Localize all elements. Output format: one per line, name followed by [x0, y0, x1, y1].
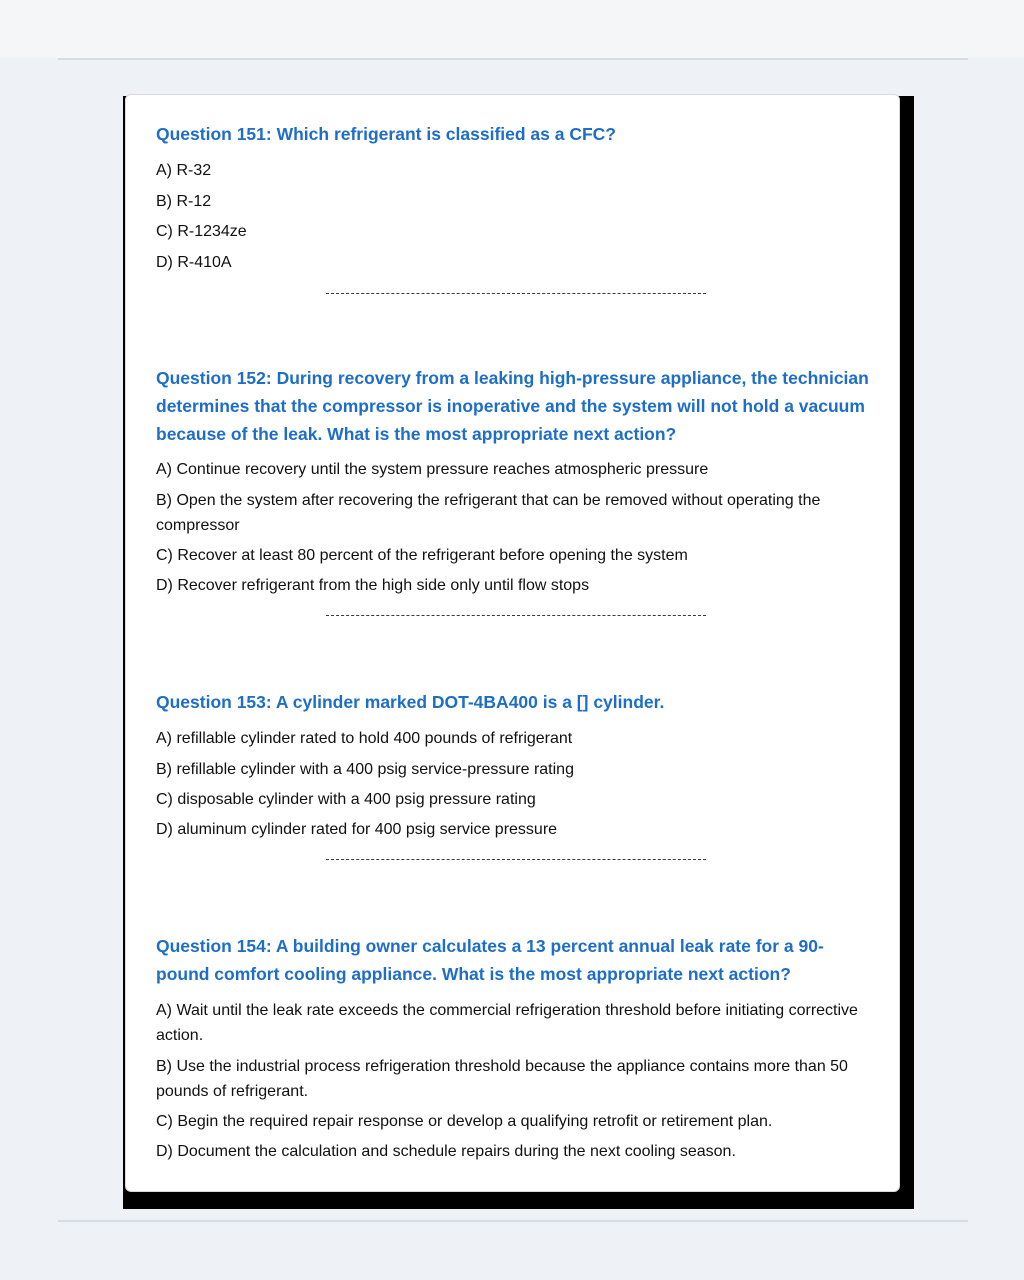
- answer-option: A) Continue recovery until the system pressure reaches atmospheric pressure: [156, 461, 709, 478]
- answer-option: D) Document the calculation and schedule repairs during the next cooling season.: [156, 1143, 736, 1160]
- answer-option: A) refillable cylinder rated to hold 400 pounds of refrigerant: [156, 730, 573, 747]
- answer-option: C) Begin the required repair response or develop a qualifying retrofit or retirement plan.: [156, 1113, 773, 1130]
- answer-option: B) Use the industrial process refrigeration threshold because the appliance contains more than 50 pounds of refrigerant.: [156, 1058, 848, 1100]
- answer-option: D) Recover refrigerant from the high side only until flow stops: [156, 577, 590, 594]
- answer-option: B) R-12: [156, 193, 212, 210]
- question-title: Question 152: During recovery from a leaking high-pressure appliance, the technician determines that the compressor is inoperative and the system will not hold a vacuum because of the leak. What is the most appropriate next action?: [156, 368, 869, 444]
- answer-option: A) Wait until the leak rate exceeds the commercial refrigeration threshold before initiating corrective action.: [156, 1002, 858, 1044]
- answer-option: B) Open the system after recovering the refrigerant that can be removed without operating the compressor: [156, 492, 821, 534]
- answer-option: D) aluminum cylinder rated for 400 psig service pressure: [156, 821, 558, 838]
- question-separator: [326, 293, 706, 294]
- question-separator: [326, 615, 706, 616]
- bottom-divider: [58, 1220, 968, 1222]
- answer-option: A) R-32: [156, 162, 212, 179]
- answer-option: D) R-410A: [156, 254, 232, 271]
- question-title: Question 154: A building owner calculates a 13 percent annual leak rate for a 90-pound comfort cooling appliance. What is the most appropriate next action?: [156, 936, 824, 984]
- question-title: Question 153: A cylinder marked DOT-4BA400 is a [] cylinder.: [156, 692, 665, 712]
- answer-option: C) Recover at least 80 percent of the refrigerant before opening the system: [156, 547, 688, 564]
- top-divider: [58, 58, 968, 60]
- answer-option: C) R-1234ze: [156, 223, 247, 240]
- viewer-top-band: [0, 0, 1024, 58]
- answer-option: C) disposable cylinder with a 400 psig pressure rating: [156, 791, 536, 808]
- question-separator: [326, 859, 706, 860]
- question-title: Question 151: Which refrigerant is classified as a CFC?: [156, 124, 616, 144]
- answer-option: B) refillable cylinder with a 400 psig service-pressure rating: [156, 761, 574, 778]
- document-page: [125, 94, 900, 1192]
